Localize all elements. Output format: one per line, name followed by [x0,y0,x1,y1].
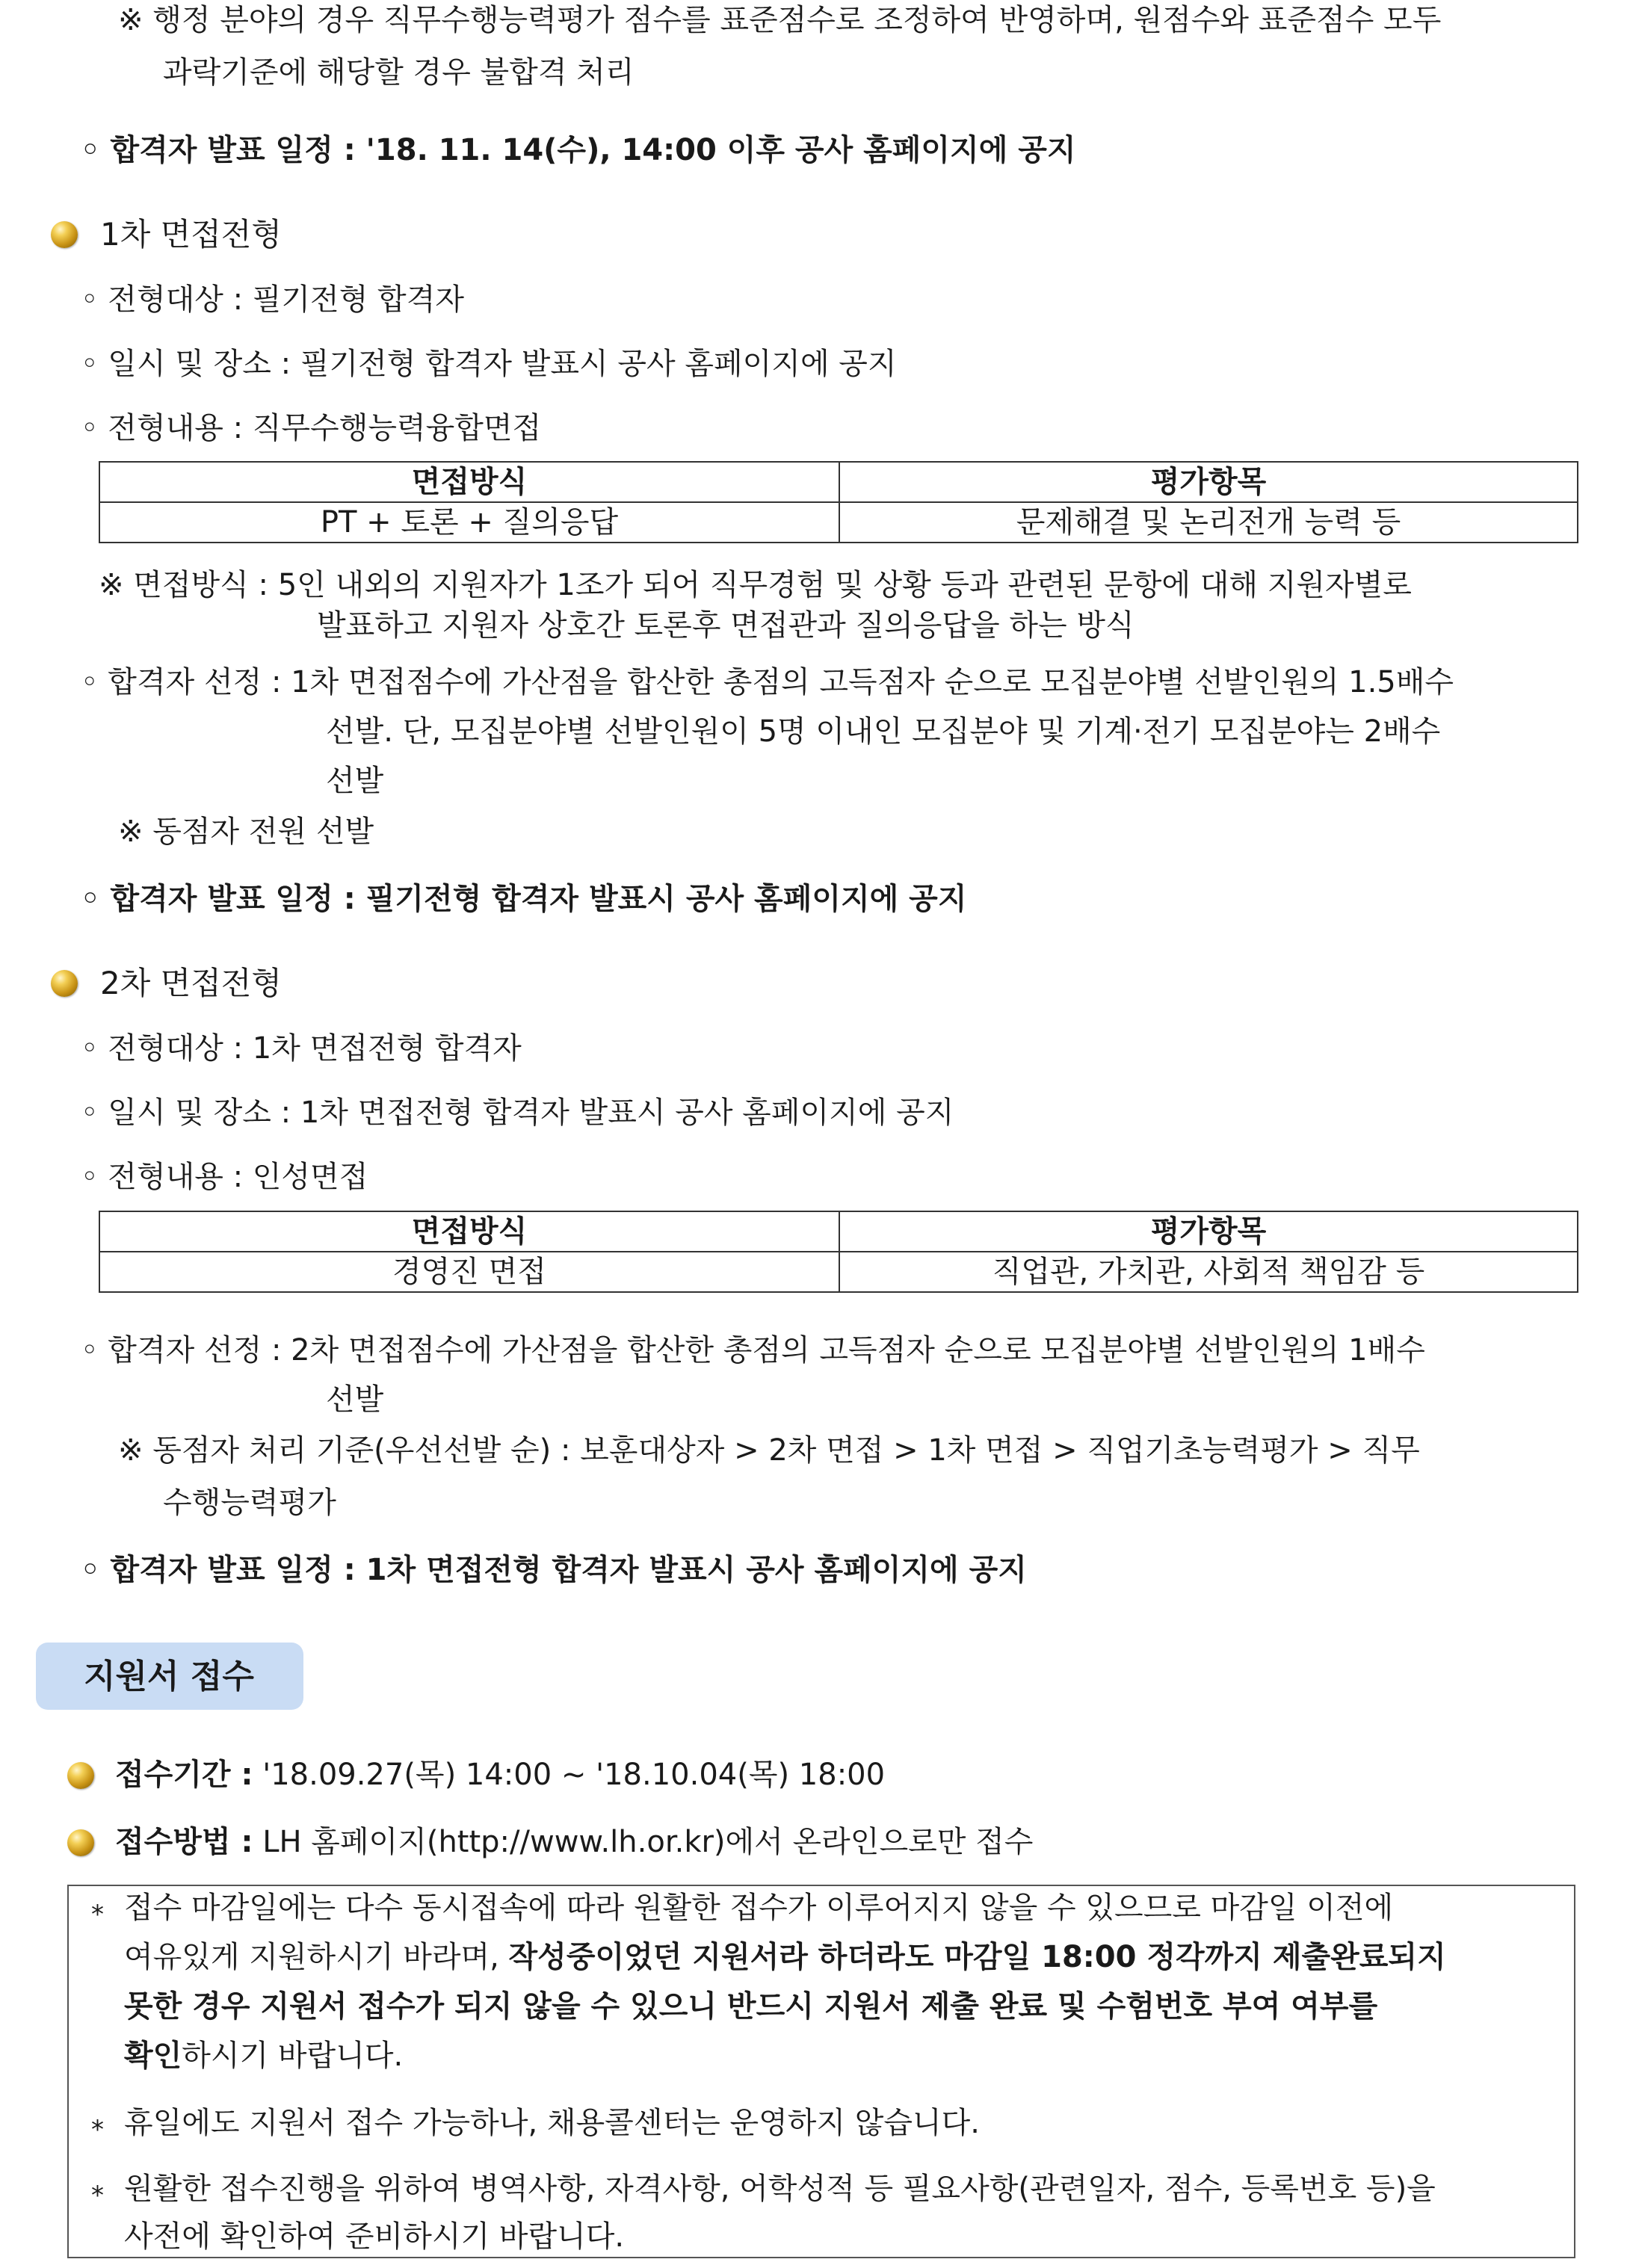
application-period [115,1756,885,1793]
interview1-method-note-cont: 발표하고 지원자 상호간 토론후 면접관과 질의응답을 하는 방식 [317,608,1134,643]
interview1-header-criteria: 평가항목 [839,462,1578,502]
application-method [115,1823,1033,1861]
interview1-cell-criteria: 문제해결 및 논리전개 능력 등 [839,502,1578,543]
interview2-tie-note: ※ 동점자 처리 기준(우선선발 순) : 보훈대상자 > 2차 면접 > 1차 면접 > 직업기초능력평가 > 직무 [118,1433,1420,1468]
gold-bullet-icon [67,1762,94,1789]
interview1-cell-method: PT + 토론 + 질의응답 [99,502,839,543]
standard-score-note-cont: 과락기준에 해당할 경우 불합격 처리 [163,55,635,90]
gold-bullet-icon [67,1829,94,1856]
star-bullet-icon: * [91,2181,104,2210]
interview2-selection: ◦ 합격자 선정 : 2차 면접점수에 가산점을 합산한 총점의 고득점자 순으로 모집분야별 선발인원의 1배수 [81,1333,1425,1368]
interview2-target: ◦ 전형대상 : 1차 면접전형 합격자 [81,1031,522,1066]
interview1-schedule: ◦ 일시 및 장소 : 필기전형 합격자 발표시 공사 홈페이지에 공지 [81,347,897,381]
notice1-line3: 못한 경우 지원서 접수가 되지 않을 수 있으니 반드시 지원서 제출 완료 및 수험번호 부여 여부를 [124,1989,1378,2024]
interview2-table [99,1211,1578,1293]
interview1-announce: ◦ 합격자 발표 일정 : 필기전형 합격자 발표시 공사 홈페이지에 공지 [81,882,967,916]
notice1-line4 [124,2037,403,2074]
notice1-line4-bold: 확인 [124,2039,182,2073]
interview2-cell-criteria: 직업관, 가치관, 사회적 책임감 등 [839,1252,1578,1292]
period-value: '18.09.27(목) 14:00 ~ '18.10.04(목) 18:00 [262,1758,886,1792]
interview1-tie-note: ※ 동점자 전원 선발 [118,815,374,849]
interview2-schedule: ◦ 일시 및 장소 : 1차 면접전형 합격자 발표시 공사 홈페이지에 공지 [81,1096,954,1130]
interview2-tie-note-cont: 수행능력평가 [163,1486,336,1520]
section-title: 지원서 접수 [84,1657,254,1696]
interview1-method-note: ※ 면접방식 : 5인 내외의 지원자가 1조가 되어 직무경험 및 상황 등과 관련된 문항에 대해 지원자별로 [99,568,1412,602]
interview2-selection-cont: 선발 [326,1382,384,1417]
notice3-line2: 사전에 확인하여 준비하시기 바랍니다. [124,2219,625,2254]
notice1-line2 [124,1938,1446,1976]
interview2-header-method: 면접방식 [99,1211,839,1252]
section-tab-application [36,1643,303,1710]
method-label: 접수방법 : [115,1825,253,1859]
interview1-selection: ◦ 합격자 선정 : 1차 면접점수에 가산점을 합산한 총점의 고득점자 순으로 모집분야별 선발인원의 1.5배수 [81,665,1454,699]
interview1-selection-cont: 선발. 단, 모집분야별 선발인원이 5명 이내인 모집분야 및 기계·전기 모집분야는 2배수 [326,714,1441,749]
star-bullet-icon: * [91,2115,104,2145]
gold-bullet-icon [51,970,78,997]
interview1-target: ◦ 전형대상 : 필기전형 합격자 [81,282,464,317]
star-bullet-icon: * [91,1900,104,1929]
interview1-selection-cont2: 선발 [326,764,384,798]
period-label: 접수기간 : [115,1758,253,1792]
interview2-header-criteria: 평가항목 [839,1211,1578,1252]
interview1-header-method: 면접방식 [99,462,839,502]
notice1-line4-plain: 하시기 바랍니다. [182,2039,404,2073]
interview1-table [99,461,1578,543]
interview2-cell-method: 경영진 면접 [99,1252,839,1292]
notice1-line2-bold: 작성중이었던 지원서라 하더라도 마감일 18:00 정각까지 제출완료되지 [508,1940,1446,1974]
interview2-announce: ◦ 합격자 발표 일정 : 1차 면접전형 합격자 발표시 공사 홈페이지에 공지 [81,1553,1027,1587]
notice1-line1: 접수 마감일에는 다수 동시접속에 따라 원활한 접수가 이루어지지 않을 수 있으므로 마감일 이전에 [124,1891,1394,1925]
notice1-line2-plain: 여유있게 지원하시기 바라며, [124,1940,509,1974]
standard-score-note: ※ 행정 분야의 경우 직무수행능력평가 점수를 표준점수로 조정하여 반영하며, 원점수와 표준점수 모두 [118,3,1442,37]
interview1-content: ◦ 전형내용 : 직무수행능력융합면접 [81,411,542,445]
interview2-content: ◦ 전형내용 : 인성면접 [81,1160,368,1194]
method-value: LH 홈페이지(http://www.lh.or.kr)에서 온라인으로만 접수 [262,1825,1034,1859]
gold-bullet-icon [51,221,78,248]
interview1-title: 1차 면접전형 [100,216,282,253]
written-announce: ◦ 합격자 발표 일정 : '18. 11. 14(수), 14:00 이후 공사 홈페이지에 공지 [81,133,1076,167]
notice2: 휴일에도 지원서 접수 가능하나, 채용콜센터는 운영하지 않습니다. [124,2106,980,2140]
interview2-title: 2차 면접전형 [100,965,282,1001]
notice3-line1: 원활한 접수진행을 위하여 병역사항, 자격사항, 어학성적 등 필요사항(관련일자, 점수, 등록번호 등)을 [124,2172,1436,2206]
